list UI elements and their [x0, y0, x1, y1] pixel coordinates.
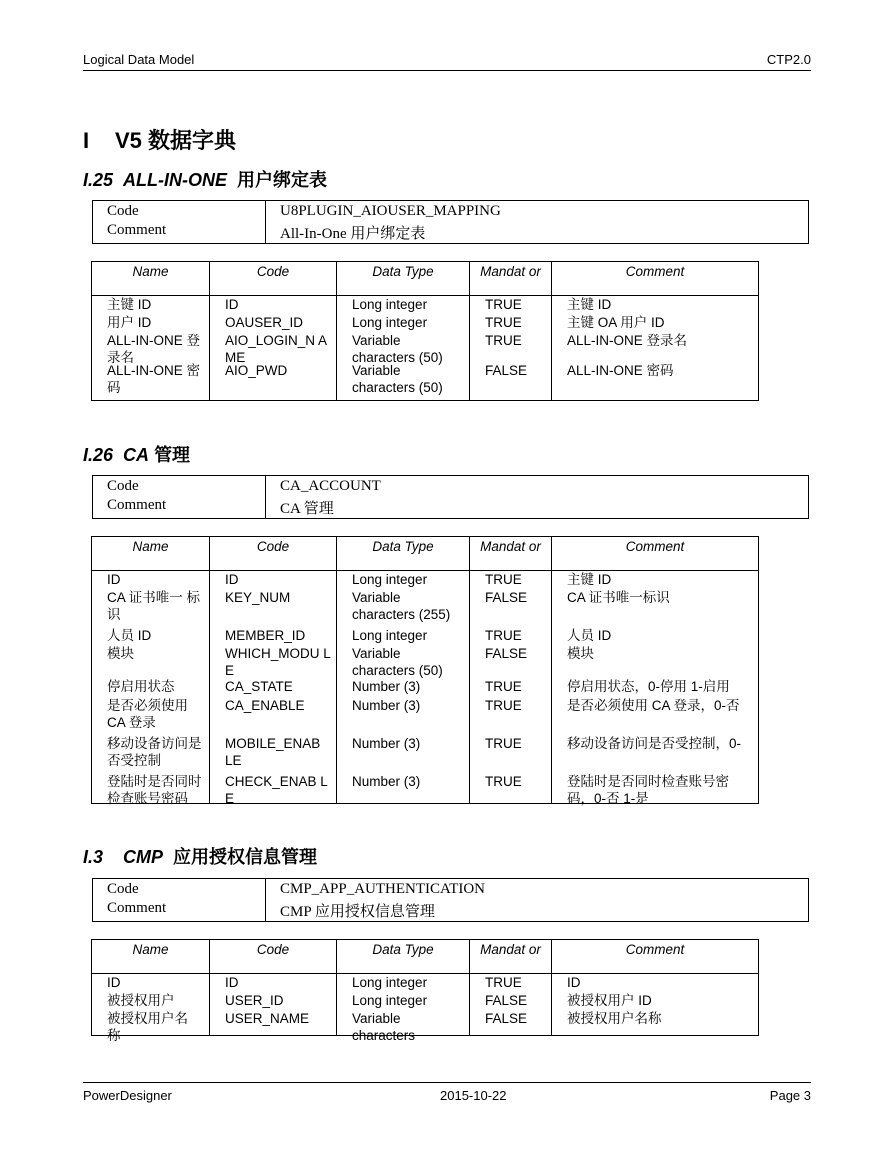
code-cell [210, 571, 337, 590]
section-label: ALL-IN-ONE [123, 170, 228, 190]
table-row [92, 773, 759, 804]
column-header: Name [92, 537, 210, 571]
comment-cell [552, 314, 759, 332]
code-cell [210, 296, 337, 315]
section-title: 管理 [154, 445, 191, 465]
mandatory-cell [470, 1010, 552, 1036]
column-header: Data Type [337, 940, 470, 974]
mandatory-cell [470, 697, 552, 735]
datatype-cell [337, 992, 470, 1010]
code-cell-text: CHECK_ENAB L E [225, 774, 328, 806]
datatype-cell [337, 974, 470, 993]
name-cell [92, 1010, 210, 1043]
section-label: CMP [123, 847, 164, 867]
mandatory-cell-text: FALSE [485, 646, 528, 661]
comment-cell [552, 571, 759, 590]
code-cell [210, 697, 337, 735]
code-cell [210, 678, 337, 697]
datatype-cell [337, 678, 470, 697]
datatype-cell-text: Variable characters (255) [352, 590, 451, 622]
table-row [92, 362, 759, 401]
name-cell [92, 773, 210, 804]
datatype-cell-text: Number (3) [352, 679, 421, 694]
code-cell [210, 992, 337, 1010]
datatype-cell [337, 645, 470, 678]
mandatory-cell [470, 314, 552, 332]
section-title: 用户绑定表 [237, 170, 328, 190]
column-header: Data Type [337, 537, 470, 571]
mandatory-cell [470, 773, 552, 804]
datatype-cell [337, 773, 470, 804]
footer-rule [83, 1082, 811, 1083]
section-number: I.26 [83, 445, 114, 465]
code-cell-text: USER_NAME [225, 1011, 310, 1026]
comment-cell-text: ALL-IN-ONE 密码 [567, 363, 674, 378]
mandatory-cell-text: TRUE [485, 333, 522, 348]
table-row [92, 678, 759, 697]
comment-cell-text: 被授权用户 ID [567, 993, 652, 1008]
name-cell [92, 362, 210, 401]
code-cell-text: OAUSER_ID [225, 315, 304, 330]
datatype-cell-text: Long integer [352, 572, 428, 587]
mandatory-cell [470, 589, 552, 627]
comment-cell-text: 主键 OA 用户 ID [567, 315, 665, 330]
name-cell-text: 停启用状态 [107, 679, 175, 694]
table-comment: All-In-One 用户绑定表 [280, 226, 426, 242]
code-label: Code [107, 881, 139, 897]
header-title: Logical Data Model [83, 52, 195, 67]
column-header: Code [210, 940, 337, 974]
table-header-row [92, 537, 759, 571]
section-heading [83, 843, 317, 869]
code-comment-box [92, 200, 809, 244]
table-code: U8PLUGIN_AIOUSER_MAPPING [280, 203, 501, 219]
comment-cell [552, 1010, 759, 1036]
datatype-cell [337, 697, 470, 735]
mandatory-cell-text: FALSE [485, 1011, 528, 1026]
columns-table [91, 536, 759, 804]
code-cell-text: USER_ID [225, 993, 284, 1008]
comment-cell-text: CA 证书唯一标识 [567, 590, 670, 605]
code-label: Code [107, 478, 139, 494]
comment-cell-text: 登陆时是否同时检查账号密码，0-否 1-是 [567, 774, 729, 806]
section-heading [83, 166, 327, 192]
mandatory-cell [470, 992, 552, 1010]
mandatory-cell-text: TRUE [485, 698, 522, 713]
datatype-cell-text: Number (3) [352, 774, 421, 789]
comment-cell-text: ID [567, 975, 581, 990]
mandatory-cell-text: TRUE [485, 679, 522, 694]
column-header: Data Type [337, 262, 470, 296]
mandatory-cell [470, 627, 552, 645]
datatype-cell-text: Long integer [352, 315, 428, 330]
code-label: Code [107, 203, 139, 219]
table-row [92, 627, 759, 645]
mandatory-cell [470, 645, 552, 678]
name-cell [92, 332, 210, 365]
comment-cell [552, 992, 759, 1010]
mandatory-cell [470, 735, 552, 773]
table-row [92, 314, 759, 332]
table-comment: CMP 应用授权信息管理 [280, 904, 435, 920]
mandatory-cell [470, 678, 552, 697]
datatype-cell-text: Number (3) [352, 698, 421, 713]
table-comment: CA 管理 [280, 501, 334, 517]
comment-cell [552, 589, 759, 627]
datatype-cell-text: Variable characters (50) [352, 363, 443, 395]
code-cell-text: ID [225, 297, 239, 312]
datatype-cell [337, 589, 470, 627]
datatype-cell-text: Variable characters (50) [352, 646, 443, 678]
datatype-cell [337, 362, 470, 401]
name-cell-text: 登陆时是否同时 检查账号密码 [107, 774, 202, 806]
comment-cell [552, 362, 759, 401]
datatype-cell [337, 332, 470, 365]
mandatory-cell-text: FALSE [485, 590, 528, 605]
table-row [92, 1010, 759, 1036]
table-row [92, 589, 759, 627]
code-cell-text: KEY_NUM [225, 590, 291, 605]
datatype-cell [337, 1010, 470, 1043]
name-cell [92, 571, 210, 590]
name-cell-text: 被授权用户 [107, 993, 175, 1008]
datatype-cell [337, 571, 470, 590]
comment-cell-text: 模块 [567, 646, 594, 661]
datatype-cell [337, 627, 470, 645]
mandatory-cell-text: TRUE [485, 572, 522, 587]
mandatory-cell-text: TRUE [485, 736, 522, 751]
table-header-row [92, 262, 759, 296]
column-header: Mandat or [470, 940, 552, 974]
code-cell-text: AIO_LOGIN_N A ME [225, 333, 327, 365]
datatype-cell-text: Long integer [352, 975, 428, 990]
comment-cell-text: 停启用状态，0-停用 1-启用 [567, 679, 730, 694]
datatype-cell-text: Number (3) [352, 736, 421, 751]
table-row [92, 645, 759, 678]
comment-cell [552, 678, 759, 697]
column-header: Comment [552, 262, 759, 296]
comment-cell [552, 645, 759, 678]
code-cell [210, 314, 337, 332]
datatype-cell-text: Variable characters (50) [352, 333, 443, 365]
name-cell-text: CA 证书唯一 标识 [107, 590, 201, 622]
code-cell-text: CA_STATE [225, 679, 293, 694]
comment-cell-text: 主键 ID [567, 297, 612, 312]
code-cell [210, 332, 337, 365]
code-comment-box [92, 878, 809, 922]
chapter-number: I [83, 128, 90, 153]
comment-cell-text: 被授权用户名称 [567, 1011, 662, 1026]
table-row [92, 296, 759, 315]
datatype-cell [337, 314, 470, 332]
name-cell-text: 人员 ID [107, 628, 152, 643]
box-divider [265, 879, 266, 921]
name-cell [92, 296, 210, 315]
mandatory-cell [470, 974, 552, 993]
name-cell-text: 用户 ID [107, 315, 152, 330]
code-cell-text: WHICH_MODU L E [225, 646, 331, 678]
header-version: CTP2.0 [766, 52, 811, 67]
header-rule [83, 70, 811, 71]
code-cell-text: ID [225, 975, 239, 990]
datatype-cell-text: Variable characters [352, 1011, 416, 1043]
datatype-cell-text: Long integer [352, 297, 428, 312]
column-header: Code [210, 262, 337, 296]
comment-cell [552, 296, 759, 315]
mandatory-cell-text: FALSE [485, 363, 528, 378]
table-row [92, 332, 759, 362]
table-row [92, 974, 759, 993]
code-cell-text: CA_ENABLE [225, 698, 305, 713]
table-row [92, 735, 759, 773]
name-cell [92, 627, 210, 645]
mandatory-cell-text: TRUE [485, 975, 522, 990]
code-cell-text: ID [225, 572, 239, 587]
comment-label: Comment [107, 222, 167, 238]
comment-cell [552, 332, 759, 362]
comment-cell [552, 697, 759, 735]
mandatory-cell-text: TRUE [485, 774, 522, 789]
datatype-cell-text: Long integer [352, 993, 428, 1008]
comment-cell [552, 735, 759, 773]
datatype-cell-text: Long integer [352, 628, 428, 643]
comment-cell [552, 627, 759, 645]
comment-cell-text: 主键 ID [567, 572, 612, 587]
name-cell [92, 645, 210, 678]
comment-label: Comment [107, 497, 167, 513]
name-cell [92, 735, 210, 773]
code-cell [210, 362, 337, 401]
box-divider [265, 476, 266, 518]
column-header: Mandat or [470, 537, 552, 571]
code-cell [210, 589, 337, 627]
box-divider [265, 201, 266, 243]
name-cell-text: 模块 [107, 646, 134, 661]
name-cell-text: ID [107, 975, 121, 990]
chapter-title: V5 数据字典 [115, 128, 237, 153]
mandatory-cell [470, 296, 552, 315]
footer-page: Page 3 [769, 1088, 811, 1103]
mandatory-cell [470, 332, 552, 362]
section-number: I.3 [83, 847, 104, 867]
datatype-cell [337, 296, 470, 315]
comment-cell [552, 974, 759, 993]
mandatory-cell [470, 362, 552, 401]
table-header-row [92, 940, 759, 974]
name-cell-text: 是否必须使用 CA 登录 [107, 698, 188, 730]
column-header: Comment [552, 537, 759, 571]
name-cell [92, 314, 210, 332]
code-cell-text: AIO_PWD [225, 363, 288, 378]
columns-table [91, 939, 759, 1043]
name-cell [92, 992, 210, 1010]
section-label: CA [123, 445, 150, 465]
code-cell-text: MOBILE_ENAB LE [225, 736, 321, 768]
chapter-heading [83, 124, 236, 155]
footer-date: 2015-10-22 [440, 1088, 507, 1103]
columns-table [91, 261, 759, 401]
mandatory-cell-text: TRUE [485, 315, 522, 330]
mandatory-cell-text: FALSE [485, 993, 528, 1008]
name-cell [92, 697, 210, 735]
comment-cell-text: 是否必须使用 CA 登录，0-否 [567, 698, 740, 713]
name-cell-text: ALL-IN-ONE 登 录名 [107, 333, 201, 365]
name-cell [92, 589, 210, 627]
name-cell-text: 移动设备访问是 否受控制 [107, 736, 202, 768]
section-number: I.25 [83, 170, 114, 190]
code-cell-text: MEMBER_ID [225, 628, 306, 643]
footer-tool: PowerDesigner [83, 1088, 172, 1103]
code-cell [210, 735, 337, 773]
mandatory-cell-text: TRUE [485, 628, 522, 643]
name-cell [92, 974, 210, 993]
section-title: 应用授权信息管理 [173, 847, 318, 867]
mandatory-cell [470, 571, 552, 590]
mandatory-cell-text: TRUE [485, 297, 522, 312]
table-row [92, 697, 759, 735]
comment-cell-text: 移动设备访问是否受控制，0- [567, 736, 742, 751]
comment-cell-text: 人员 ID [567, 628, 612, 643]
code-cell [210, 1010, 337, 1036]
table-code: CA_ACCOUNT [280, 478, 381, 494]
section-heading [83, 441, 190, 467]
table-row [92, 571, 759, 590]
table-code: CMP_APP_AUTHENTICATION [280, 881, 486, 897]
column-header: Name [92, 262, 210, 296]
name-cell-text: 主键 ID [107, 297, 152, 312]
column-header: Code [210, 537, 337, 571]
name-cell-text: ALL-IN-ONE 密 码 [107, 363, 201, 395]
column-header: Name [92, 940, 210, 974]
code-comment-box [92, 475, 809, 519]
column-header: Mandat or [470, 262, 552, 296]
name-cell-text: 被授权用户名 称 [107, 1011, 188, 1043]
name-cell [92, 678, 210, 697]
code-cell [210, 974, 337, 993]
code-cell [210, 645, 337, 678]
comment-cell [552, 773, 759, 804]
column-header: Comment [552, 940, 759, 974]
comment-cell-text: ALL-IN-ONE 登录名 [567, 333, 688, 348]
datatype-cell [337, 735, 470, 773]
comment-label: Comment [107, 900, 167, 916]
table-row [92, 992, 759, 1010]
code-cell [210, 773, 337, 804]
code-cell [210, 627, 337, 645]
name-cell-text: ID [107, 572, 121, 587]
